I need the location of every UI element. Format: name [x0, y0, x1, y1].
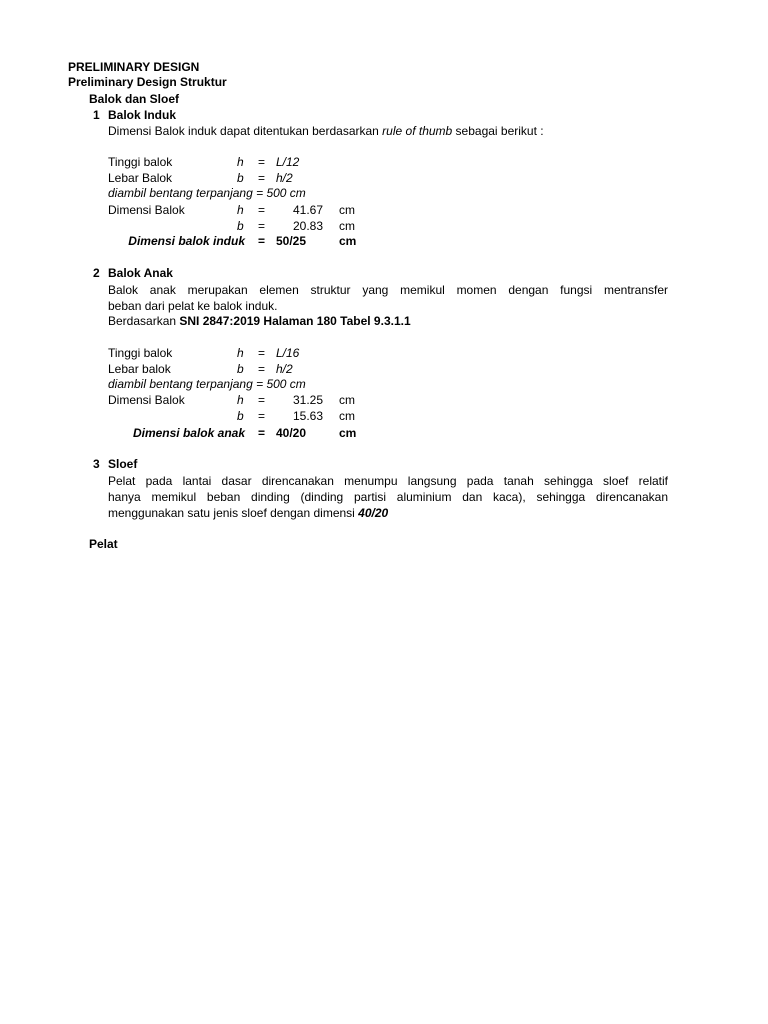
- sloef-line-1: Pelat pada lantai dasar direncanakan menumpu langsung pada tanah sehingga sloef relatif: [108, 474, 668, 488]
- tinggi-formula: L/12: [276, 155, 300, 169]
- lebar-label: Lebar Balok: [108, 171, 173, 185]
- result-value: 40/20: [276, 426, 307, 440]
- balok-anak-description: [108, 282, 668, 314]
- balok-induk-intro: [108, 124, 544, 139]
- item-number-1: 1: [93, 108, 100, 122]
- b-value: 20.83: [292, 219, 323, 233]
- b-unit: cm: [339, 409, 355, 423]
- b-symbol: b: [237, 409, 244, 423]
- sloef-heading: Sloef: [108, 457, 138, 471]
- balok-anak-heading: Balok Anak: [108, 266, 173, 280]
- h-unit: cm: [339, 203, 355, 217]
- bentang-note: diambil bentang terpanjang = 500 cm: [108, 377, 306, 391]
- section-heading: Balok dan Sloef: [89, 92, 180, 106]
- lebar-symbol: b: [237, 362, 244, 376]
- lebar-formula: h/2: [276, 362, 293, 376]
- result-unit: cm: [339, 234, 357, 248]
- b-symbol: b: [237, 219, 244, 233]
- b-unit: cm: [339, 219, 355, 233]
- pelat-heading: Pelat: [89, 537, 118, 551]
- item-number-3: 3: [93, 457, 100, 471]
- reference-prefix: Berdasarkan: [108, 314, 180, 328]
- dimensi-label: Dimensi Balok: [108, 393, 185, 407]
- h-symbol: h: [237, 203, 244, 217]
- h-unit: cm: [339, 393, 355, 407]
- result-equals: =: [258, 426, 266, 440]
- h-symbol: h: [237, 393, 244, 407]
- intro-suffix: sebagai berikut :: [452, 124, 544, 138]
- reference-standard: SNI 2847:2019 Halaman 180 Tabel 9.3.1.1: [179, 314, 411, 328]
- bentang-note: diambil bentang terpanjang = 500 cm: [108, 186, 306, 200]
- tinggi-symbol: h: [237, 346, 244, 360]
- h-value: 41.67: [292, 203, 323, 217]
- result-unit: cm: [339, 426, 357, 440]
- sloef-line-2: hanya memikul beban dinding (dinding partisi aluminium dan kaca), sehingga direncanakan: [108, 490, 668, 504]
- balok-induk-heading: Balok Induk: [108, 108, 177, 122]
- lebar-equals: =: [258, 362, 266, 376]
- balok-anak-desc-line-1: Balok anak merupakan elemen struktur yang memikul momen dengan fungsi mentransfer: [108, 283, 668, 297]
- balok-anak-desc-line-2: beban dari pelat ke balok induk.: [108, 299, 278, 313]
- sloef-line-3: [108, 505, 668, 521]
- lebar-symbol: b: [237, 171, 244, 185]
- b-equals: =: [258, 219, 266, 233]
- tinggi-formula: L/16: [276, 346, 300, 360]
- h-value: 31.25: [292, 393, 323, 407]
- lebar-formula: h/2: [276, 171, 293, 185]
- tinggi-label: Tinggi balok: [108, 155, 173, 169]
- sloef-line-3-text: menggunakan satu jenis sloef dengan dimensi: [108, 506, 359, 520]
- sloef-dimension-value: 40/20: [358, 506, 389, 520]
- result-label: Dimensi balok induk: [128, 234, 245, 248]
- b-value: 15.63: [292, 409, 323, 423]
- result-value: 50/25: [276, 234, 307, 248]
- intro-italic: rule of thumb: [382, 124, 453, 138]
- tinggi-equals: =: [258, 346, 266, 360]
- tinggi-equals: =: [258, 155, 266, 169]
- sloef-description: [108, 473, 668, 521]
- document-title: PRELIMINARY DESIGN: [68, 60, 200, 74]
- tinggi-label: Tinggi balok: [108, 346, 173, 360]
- result-label: Dimensi balok anak: [132, 426, 245, 440]
- lebar-label: Lebar balok: [108, 362, 171, 376]
- item-number-2: 2: [93, 266, 100, 280]
- dimensi-label: Dimensi Balok: [108, 203, 185, 217]
- result-equals: =: [258, 234, 266, 248]
- h-equals: =: [258, 393, 266, 407]
- document-subtitle: Preliminary Design Struktur: [68, 75, 227, 89]
- lebar-equals: =: [258, 171, 266, 185]
- balok-anak-reference: [108, 314, 411, 329]
- tinggi-symbol: h: [237, 155, 244, 169]
- h-equals: =: [258, 203, 266, 217]
- b-equals: =: [258, 409, 266, 423]
- intro-prefix: Dimensi Balok induk dapat ditentukan berdasarkan: [108, 124, 383, 138]
